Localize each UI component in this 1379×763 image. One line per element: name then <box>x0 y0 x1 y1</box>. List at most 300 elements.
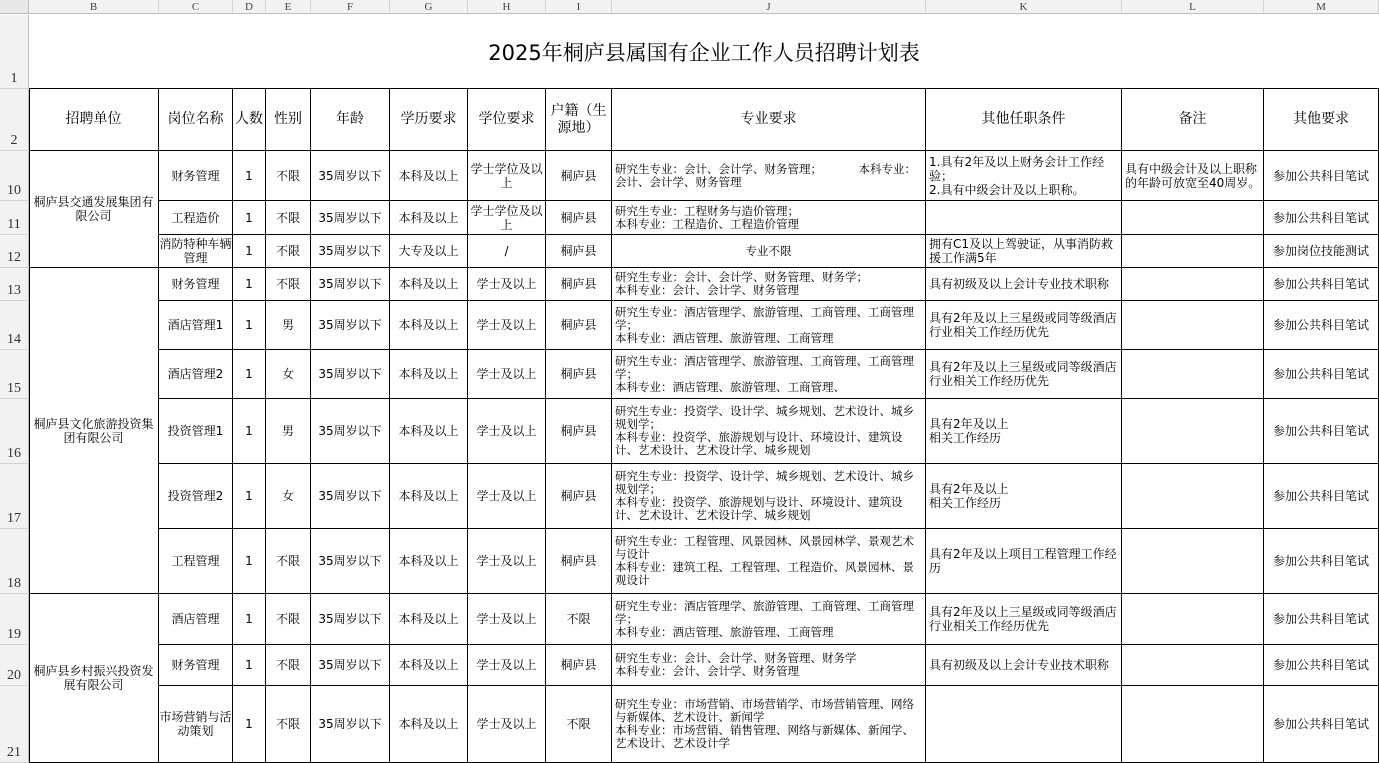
column-header-D[interactable]: D <box>233 0 266 14</box>
cell-other-text: 具有2年及以上三星级或同等级酒店行业相关工作经历优先 <box>929 360 1117 388</box>
unit-cell-transport[interactable] <box>29 151 159 268</box>
cell-req-text: 参加公共科目笔试 <box>1272 367 1369 381</box>
cell-other[interactable] <box>926 201 1122 235</box>
cell-note[interactable] <box>1122 235 1264 268</box>
cell-major[interactable] <box>612 350 926 399</box>
cell-degree[interactable] <box>468 686 546 763</box>
cell-note[interactable] <box>1122 268 1264 301</box>
header-post-text: 岗位名称 <box>167 111 224 127</box>
cell-count-text: 1 <box>245 424 253 438</box>
cell-degree-text: 学士及以上 <box>476 318 537 332</box>
cell-age[interactable] <box>311 594 390 645</box>
cell-degree-text: 学士及以上 <box>476 424 537 438</box>
cell-other-text: 1.具有2年及以上财务会计工作经验； 2.具有中级会计及以上职称。 <box>929 154 1105 197</box>
cell-degree[interactable] <box>468 301 546 350</box>
row-header-15[interactable] <box>0 350 29 399</box>
cell-gender[interactable] <box>266 529 311 594</box>
cell-note-text: 具有中级会计及以上职称的年龄可放宽至40周岁。 <box>1125 161 1261 190</box>
cell-post-text: 财务管理 <box>171 168 220 183</box>
header-degree[interactable] <box>468 89 546 151</box>
cell-gender-text: 不限 <box>275 210 300 225</box>
cell-degree[interactable] <box>468 201 546 235</box>
cell-edu[interactable] <box>390 399 468 464</box>
row-number: 21 <box>7 745 21 760</box>
cell-hukou-text: 桐庐县 <box>560 658 597 672</box>
row-header-17[interactable] <box>0 464 29 529</box>
cell-major[interactable] <box>612 235 926 268</box>
cell-hukou[interactable] <box>546 151 612 201</box>
cell-age[interactable] <box>311 645 390 686</box>
cell-hukou[interactable] <box>546 350 612 399</box>
cell-hukou[interactable] <box>546 686 612 763</box>
cell-degree[interactable] <box>468 151 546 201</box>
row-number: 1 <box>10 71 18 86</box>
cell-post[interactable] <box>159 686 233 763</box>
cell-major-text: 研究生专业：会计、会计学、财务管理、财务学； 本科专业：会计、会计学、财务管理 <box>615 270 868 297</box>
cell-hukou[interactable] <box>546 594 612 645</box>
cell-note[interactable] <box>1122 529 1264 594</box>
row-number: 16 <box>7 446 21 461</box>
cell-gender[interactable] <box>266 594 311 645</box>
cell-count[interactable] <box>233 464 266 529</box>
cell-degree-text: 学士及以上 <box>476 277 537 291</box>
column-header-F[interactable]: F <box>311 0 390 14</box>
row-header-13[interactable] <box>0 268 29 301</box>
cell-gender[interactable] <box>266 201 311 235</box>
column-header-I[interactable]: I <box>546 0 612 14</box>
header-age[interactable] <box>311 89 390 151</box>
cell-post-text: 投资管理2 <box>167 489 224 503</box>
cell-count-text: 1 <box>245 244 253 258</box>
cell-age[interactable] <box>311 301 390 350</box>
cell-age-text: 35周岁以下 <box>318 210 382 225</box>
cell-gender-text: 不限 <box>275 612 300 626</box>
row-header-14[interactable] <box>0 301 29 350</box>
column-header-C[interactable]: C <box>159 0 233 14</box>
cell-age[interactable] <box>311 529 390 594</box>
select-all-corner[interactable] <box>0 0 29 14</box>
row-number: 12 <box>7 250 21 265</box>
cell-gender-text: 女 <box>281 367 294 381</box>
cell-post[interactable] <box>159 268 233 301</box>
cell-count[interactable] <box>233 594 266 645</box>
cell-note[interactable] <box>1122 645 1264 686</box>
cell-hukou-text: 桐庐县 <box>560 424 597 438</box>
cell-req[interactable] <box>1264 301 1379 350</box>
cell-other[interactable] <box>926 594 1122 645</box>
header-other-requirements[interactable] <box>1264 89 1379 151</box>
cell-hukou-text: 桐庐县 <box>560 277 597 291</box>
header-post[interactable] <box>159 89 233 151</box>
cell-other-text: 具有初级及以上会计专业技术职称 <box>929 658 1110 672</box>
cell-count-text: 1 <box>245 612 253 626</box>
cell-age[interactable] <box>311 350 390 399</box>
cell-hukou-text: 桐庐县 <box>560 168 597 183</box>
cell-major[interactable] <box>612 268 926 301</box>
cell-major-text: 研究生专业：酒店管理学、旅游管理、工商管理、工商管理学； 本科专业：酒店管理、旅游管理、工商管理、 <box>615 353 914 394</box>
cell-other[interactable] <box>926 268 1122 301</box>
cell-age[interactable] <box>311 686 390 763</box>
cell-post[interactable] <box>159 464 233 529</box>
header-education[interactable] <box>390 89 468 151</box>
cell-hukou-text: 桐庐县 <box>560 210 597 225</box>
cell-count[interactable] <box>233 268 266 301</box>
cell-req-text: 参加公共科目笔试 <box>1272 424 1369 438</box>
cell-hukou-text: 桐庐县 <box>560 489 597 503</box>
cell-degree-text: 学士及以上 <box>476 489 537 503</box>
cell-post[interactable] <box>159 151 233 201</box>
cell-edu-text: 本科及以上 <box>398 612 459 626</box>
cell-other-text: 具有2年及以上 相关工作经历 <box>929 417 1009 445</box>
row-number: 2 <box>10 133 18 148</box>
cell-major[interactable] <box>612 151 926 201</box>
cell-major[interactable] <box>612 645 926 686</box>
cell-other[interactable] <box>926 399 1122 464</box>
cell-major-text: 研究生专业：工程管理、风景园林、风景园林学、景观艺术与设计 本科专业：建筑工程、工程管理、工程造价、风景园林、景观设计 <box>615 534 914 587</box>
cell-note[interactable] <box>1122 594 1264 645</box>
sheet-title[interactable]: 2025年桐庐县属国有企业工作人员招聘计划表 <box>29 15 1379 89</box>
row-number: 19 <box>7 627 21 642</box>
cell-gender-text: 男 <box>281 424 294 438</box>
cell-post-text: 财务管理 <box>171 658 220 672</box>
cell-edu-text: 本科及以上 <box>398 277 459 291</box>
cell-edu[interactable] <box>390 151 468 201</box>
cell-count-text: 1 <box>245 168 253 183</box>
cell-post[interactable] <box>159 235 233 268</box>
cell-major-text: 研究生专业：会计、会计学、财务管理、财务学 本科专业：会计、会计学、财务管理 <box>615 651 857 678</box>
cell-post[interactable] <box>159 399 233 464</box>
cell-other[interactable] <box>926 235 1122 268</box>
cell-gender-text: 不限 <box>275 554 300 568</box>
cell-hukou-text: 桐庐县 <box>560 244 597 258</box>
unit-cell-culture-tourism[interactable] <box>29 268 159 594</box>
cell-other-text: 具有初级及以上会计专业技术职称 <box>929 277 1110 291</box>
header-other-requirements-text: 其他要求 <box>1293 111 1349 127</box>
cell-count[interactable] <box>233 301 266 350</box>
cell-major-text: 研究生专业：投资学、设计学、城乡规划、艺术设计、城乡规划学； 本科专业：投资学、旅游规划与设计、环境设计、建筑设计、艺术设计、艺术设计学、城乡规划 <box>615 469 914 522</box>
cell-age-text: 35周岁以下 <box>318 717 382 731</box>
unit-cell-rural-revitalization-text: 桐庐县乡村振兴投资发展有限公司 <box>33 664 154 692</box>
cell-edu-text: 本科及以上 <box>398 367 459 381</box>
cell-post-text: 酒店管理 <box>171 612 220 626</box>
cell-hukou[interactable] <box>546 301 612 350</box>
row-header-12[interactable] <box>0 235 29 268</box>
cell-note[interactable] <box>1122 350 1264 399</box>
cell-edu-text: 本科及以上 <box>398 717 459 731</box>
cell-other[interactable] <box>926 151 1122 201</box>
header-gender[interactable] <box>266 89 311 151</box>
cell-degree[interactable] <box>468 529 546 594</box>
cell-age-text: 35周岁以下 <box>318 612 382 626</box>
header-count[interactable] <box>233 89 266 151</box>
cell-edu[interactable] <box>390 350 468 399</box>
cell-req[interactable] <box>1264 686 1379 763</box>
cell-gender[interactable] <box>266 686 311 763</box>
cell-count[interactable] <box>233 151 266 201</box>
header-remarks-text: 备注 <box>1178 111 1207 127</box>
header-remarks[interactable] <box>1122 89 1264 151</box>
cell-req[interactable] <box>1264 201 1379 235</box>
cell-hukou[interactable] <box>546 235 612 268</box>
cell-req[interactable] <box>1264 268 1379 301</box>
cell-edu-text: 大专及以上 <box>398 244 459 258</box>
column-header-K[interactable]: K <box>926 0 1122 14</box>
cell-req[interactable] <box>1264 350 1379 399</box>
cell-edu[interactable] <box>390 464 468 529</box>
cell-age[interactable] <box>311 201 390 235</box>
cell-age[interactable] <box>311 151 390 201</box>
row-header-19[interactable] <box>0 594 29 645</box>
cell-degree[interactable] <box>468 399 546 464</box>
cell-count-text: 1 <box>245 717 253 731</box>
cell-note[interactable] <box>1122 686 1264 763</box>
cell-major[interactable] <box>612 201 926 235</box>
unit-cell-rural-revitalization[interactable] <box>29 594 159 763</box>
cell-other[interactable] <box>926 464 1122 529</box>
cell-hukou[interactable] <box>546 268 612 301</box>
cell-gender-text: 女 <box>281 489 294 503</box>
cell-count[interactable] <box>233 235 266 268</box>
cell-req[interactable] <box>1264 594 1379 645</box>
cell-major-text: 专业不限 <box>745 243 792 258</box>
cell-gender[interactable] <box>266 464 311 529</box>
column-header-G[interactable]: G <box>390 0 468 14</box>
cell-age-text: 35周岁以下 <box>318 318 382 332</box>
cell-other[interactable] <box>926 350 1122 399</box>
cell-degree[interactable] <box>468 350 546 399</box>
cell-gender-text: 不限 <box>275 244 300 258</box>
cell-hukou-text: 不限 <box>566 612 591 626</box>
cell-post[interactable] <box>159 350 233 399</box>
cell-hukou[interactable] <box>546 529 612 594</box>
cell-age[interactable] <box>311 235 390 268</box>
cell-req[interactable] <box>1264 529 1379 594</box>
header-hukou[interactable] <box>546 89 612 151</box>
cell-req[interactable] <box>1264 235 1379 268</box>
cell-other[interactable] <box>926 529 1122 594</box>
cell-other-text: 拥有C1及以上驾驶证，从事消防救援工作满5年 <box>929 237 1114 265</box>
cell-edu[interactable] <box>390 235 468 268</box>
row-header-16[interactable] <box>0 399 29 464</box>
cell-post[interactable] <box>159 529 233 594</box>
cell-req-text: 参加公共科目笔试 <box>1272 210 1369 225</box>
cell-post-text: 酒店管理2 <box>167 367 224 381</box>
cell-gender[interactable] <box>266 235 311 268</box>
cell-gender[interactable] <box>266 350 311 399</box>
cell-age-text: 35周岁以下 <box>318 424 382 438</box>
cell-gender[interactable] <box>266 268 311 301</box>
cell-degree[interactable] <box>468 594 546 645</box>
row-header-2[interactable] <box>0 89 29 151</box>
header-unit[interactable] <box>29 89 159 151</box>
cell-req-text: 参加公共科目笔试 <box>1272 658 1369 672</box>
cell-degree-text: / <box>504 244 509 258</box>
cell-count[interactable] <box>233 686 266 763</box>
cell-major[interactable] <box>612 686 926 763</box>
cell-gender-text: 不限 <box>275 168 300 183</box>
cell-hukou-text: 不限 <box>566 717 591 731</box>
cell-age[interactable] <box>311 268 390 301</box>
cell-count-text: 1 <box>245 554 253 568</box>
cell-count[interactable] <box>233 201 266 235</box>
cell-age-text: 35周岁以下 <box>318 489 382 503</box>
cell-count-text: 1 <box>245 210 253 225</box>
cell-post[interactable] <box>159 645 233 686</box>
header-other-conditions[interactable] <box>926 89 1122 151</box>
cell-age[interactable] <box>311 464 390 529</box>
cell-edu[interactable] <box>390 201 468 235</box>
unit-cell-transport-text: 桐庐县交通发展集团有限公司 <box>33 195 154 223</box>
cell-age[interactable] <box>311 399 390 464</box>
cell-req[interactable] <box>1264 151 1379 201</box>
cell-note[interactable] <box>1122 301 1264 350</box>
cell-major-text: 研究生专业：投资学、设计学、城乡规划、艺术设计、城乡规划学； 本科专业：投资学、旅游规划与设计、环境设计、建筑设计、艺术设计、艺术设计学、城乡规划 <box>615 404 914 457</box>
cell-gender-text: 不限 <box>275 717 300 731</box>
cell-degree-text: 学士及以上 <box>476 612 537 626</box>
cell-edu-text: 本科及以上 <box>398 210 459 225</box>
header-gender-text: 性别 <box>274 111 302 127</box>
column-header-J[interactable]: J <box>612 0 926 14</box>
cell-count-text: 1 <box>245 277 253 291</box>
cell-other-text: 具有2年及以上三星级或同等级酒店行业相关工作经历优先 <box>929 311 1117 339</box>
header-major-text: 专业要求 <box>740 111 797 127</box>
row-header-18[interactable] <box>0 529 29 594</box>
cell-degree-text: 学士及以上 <box>476 717 537 731</box>
row-header-20[interactable] <box>0 645 29 686</box>
column-header-B[interactable]: B <box>29 0 159 14</box>
cell-major-text: 研究生专业：会计、会计学、财务管理； 本科专业：会计、会计学、财务管理 <box>615 161 917 189</box>
cell-count[interactable] <box>233 645 266 686</box>
cell-gender-text: 不限 <box>275 277 300 291</box>
cell-req[interactable] <box>1264 399 1379 464</box>
cell-note[interactable] <box>1122 399 1264 464</box>
cell-post-text: 市场营销与活动策划 <box>159 710 232 738</box>
cell-other[interactable] <box>926 686 1122 763</box>
cell-req[interactable] <box>1264 464 1379 529</box>
header-other-conditions-text: 其他任职条件 <box>981 111 1066 127</box>
cell-edu[interactable] <box>390 529 468 594</box>
row-number: 14 <box>7 332 21 347</box>
cell-edu-text: 本科及以上 <box>398 658 459 672</box>
cell-post-text: 工程造价 <box>171 210 220 225</box>
cell-degree[interactable] <box>468 235 546 268</box>
row-number: 11 <box>7 217 21 232</box>
cell-hukou-text: 桐庐县 <box>560 318 597 332</box>
cell-age-text: 35周岁以下 <box>318 168 382 183</box>
header-count-text: 人数 <box>235 111 263 127</box>
header-age-text: 年龄 <box>336 111 364 127</box>
cell-degree[interactable] <box>468 464 546 529</box>
cell-edu[interactable] <box>390 301 468 350</box>
cell-count[interactable] <box>233 529 266 594</box>
cell-post-text: 工程管理 <box>171 554 220 568</box>
cell-hukou[interactable] <box>546 464 612 529</box>
column-header-M[interactable]: M <box>1264 0 1379 14</box>
cell-other[interactable] <box>926 301 1122 350</box>
cell-degree-text: 学士及以上 <box>476 367 537 381</box>
cell-gender[interactable] <box>266 151 311 201</box>
cell-post-text: 财务管理 <box>171 277 220 291</box>
cell-major[interactable] <box>612 301 926 350</box>
cell-post[interactable] <box>159 301 233 350</box>
cell-hukou[interactable] <box>546 399 612 464</box>
cell-edu-text: 本科及以上 <box>398 554 459 568</box>
cell-req-text: 参加公共科目笔试 <box>1272 277 1369 291</box>
unit-cell-culture-tourism-text: 桐庐县文化旅游投资集团有限公司 <box>33 416 154 445</box>
cell-edu-text: 本科及以上 <box>398 318 459 332</box>
cell-edu[interactable] <box>390 268 468 301</box>
column-header-H[interactable]: H <box>468 0 546 14</box>
cell-count-text: 1 <box>245 367 253 381</box>
cell-hukou-text: 桐庐县 <box>560 367 597 381</box>
cell-post[interactable] <box>159 594 233 645</box>
row-header-10[interactable] <box>0 151 29 201</box>
cell-age-text: 35周岁以下 <box>318 367 382 381</box>
cell-major[interactable] <box>612 399 926 464</box>
cell-age-text: 35周岁以下 <box>318 658 382 672</box>
cell-gender-text: 不限 <box>275 658 300 672</box>
cell-other[interactable] <box>926 645 1122 686</box>
header-unit-text: 招聘单位 <box>65 111 122 127</box>
cell-note[interactable] <box>1122 201 1264 235</box>
cell-post[interactable] <box>159 201 233 235</box>
cell-count[interactable] <box>233 350 266 399</box>
cell-post-text: 消防特种车辆管理 <box>159 237 232 265</box>
row-number: 18 <box>7 576 21 591</box>
cell-major-text: 研究生专业：工程财务与造价管理； 本科专业：工程造价、工程造价管理 <box>615 203 799 231</box>
cell-note[interactable] <box>1122 464 1264 529</box>
row-header-21[interactable] <box>0 686 29 763</box>
column-header-L[interactable]: L <box>1122 0 1264 14</box>
cell-age-text: 35周岁以下 <box>318 554 382 568</box>
cell-major[interactable] <box>612 529 926 594</box>
cell-major-text: 研究生专业：市场营销、市场营销学、市场营销管理、网络与新媒体、艺术设计、新闻学 本科专业：市场营销、销售管理、网络与新媒体、新闻学、艺术设计、艺术设计学 <box>615 697 914 750</box>
row-header-11[interactable] <box>0 201 29 235</box>
cell-note[interactable] <box>1122 151 1264 201</box>
cell-count-text: 1 <box>245 318 253 332</box>
cell-other-text: 具有2年及以上三星级或同等级酒店行业相关工作经历优先 <box>929 605 1117 633</box>
row-number: 13 <box>7 283 21 298</box>
header-major[interactable] <box>612 89 926 151</box>
cell-gender[interactable] <box>266 645 311 686</box>
cell-gender[interactable] <box>266 399 311 464</box>
cell-edu[interactable] <box>390 594 468 645</box>
cell-edu[interactable] <box>390 686 468 763</box>
cell-edu[interactable] <box>390 645 468 686</box>
cell-degree[interactable] <box>468 268 546 301</box>
cell-degree-text: 学士及以上 <box>476 658 537 672</box>
cell-major-text: 研究生专业：酒店管理学、旅游管理、工商管理、工商管理学； 本科专业：酒店管理、旅游管理、工商管理 <box>615 304 914 345</box>
cell-hukou-text: 桐庐县 <box>560 554 597 568</box>
cell-major[interactable] <box>612 594 926 645</box>
cell-gender-text: 男 <box>281 318 294 332</box>
cell-hukou[interactable] <box>546 201 612 235</box>
cell-count[interactable] <box>233 399 266 464</box>
row-header-1[interactable] <box>0 15 29 89</box>
cell-major[interactable] <box>612 464 926 529</box>
row-number: 10 <box>7 183 21 198</box>
cell-degree-text: 学士学位及以上 <box>470 161 543 190</box>
cell-post-text: 投资管理1 <box>167 424 224 438</box>
cell-degree[interactable] <box>468 645 546 686</box>
cell-major-text: 研究生专业：酒店管理学、旅游管理、工商管理、工商管理学； 本科专业：酒店管理、旅游管理、工商管理 <box>615 598 914 639</box>
cell-gender[interactable] <box>266 301 311 350</box>
cell-hukou[interactable] <box>546 645 612 686</box>
row-number: 20 <box>7 668 21 683</box>
column-header-E[interactable]: E <box>266 0 311 14</box>
header-hukou-text: 户籍（生源地） <box>550 102 607 136</box>
cell-req[interactable] <box>1264 645 1379 686</box>
